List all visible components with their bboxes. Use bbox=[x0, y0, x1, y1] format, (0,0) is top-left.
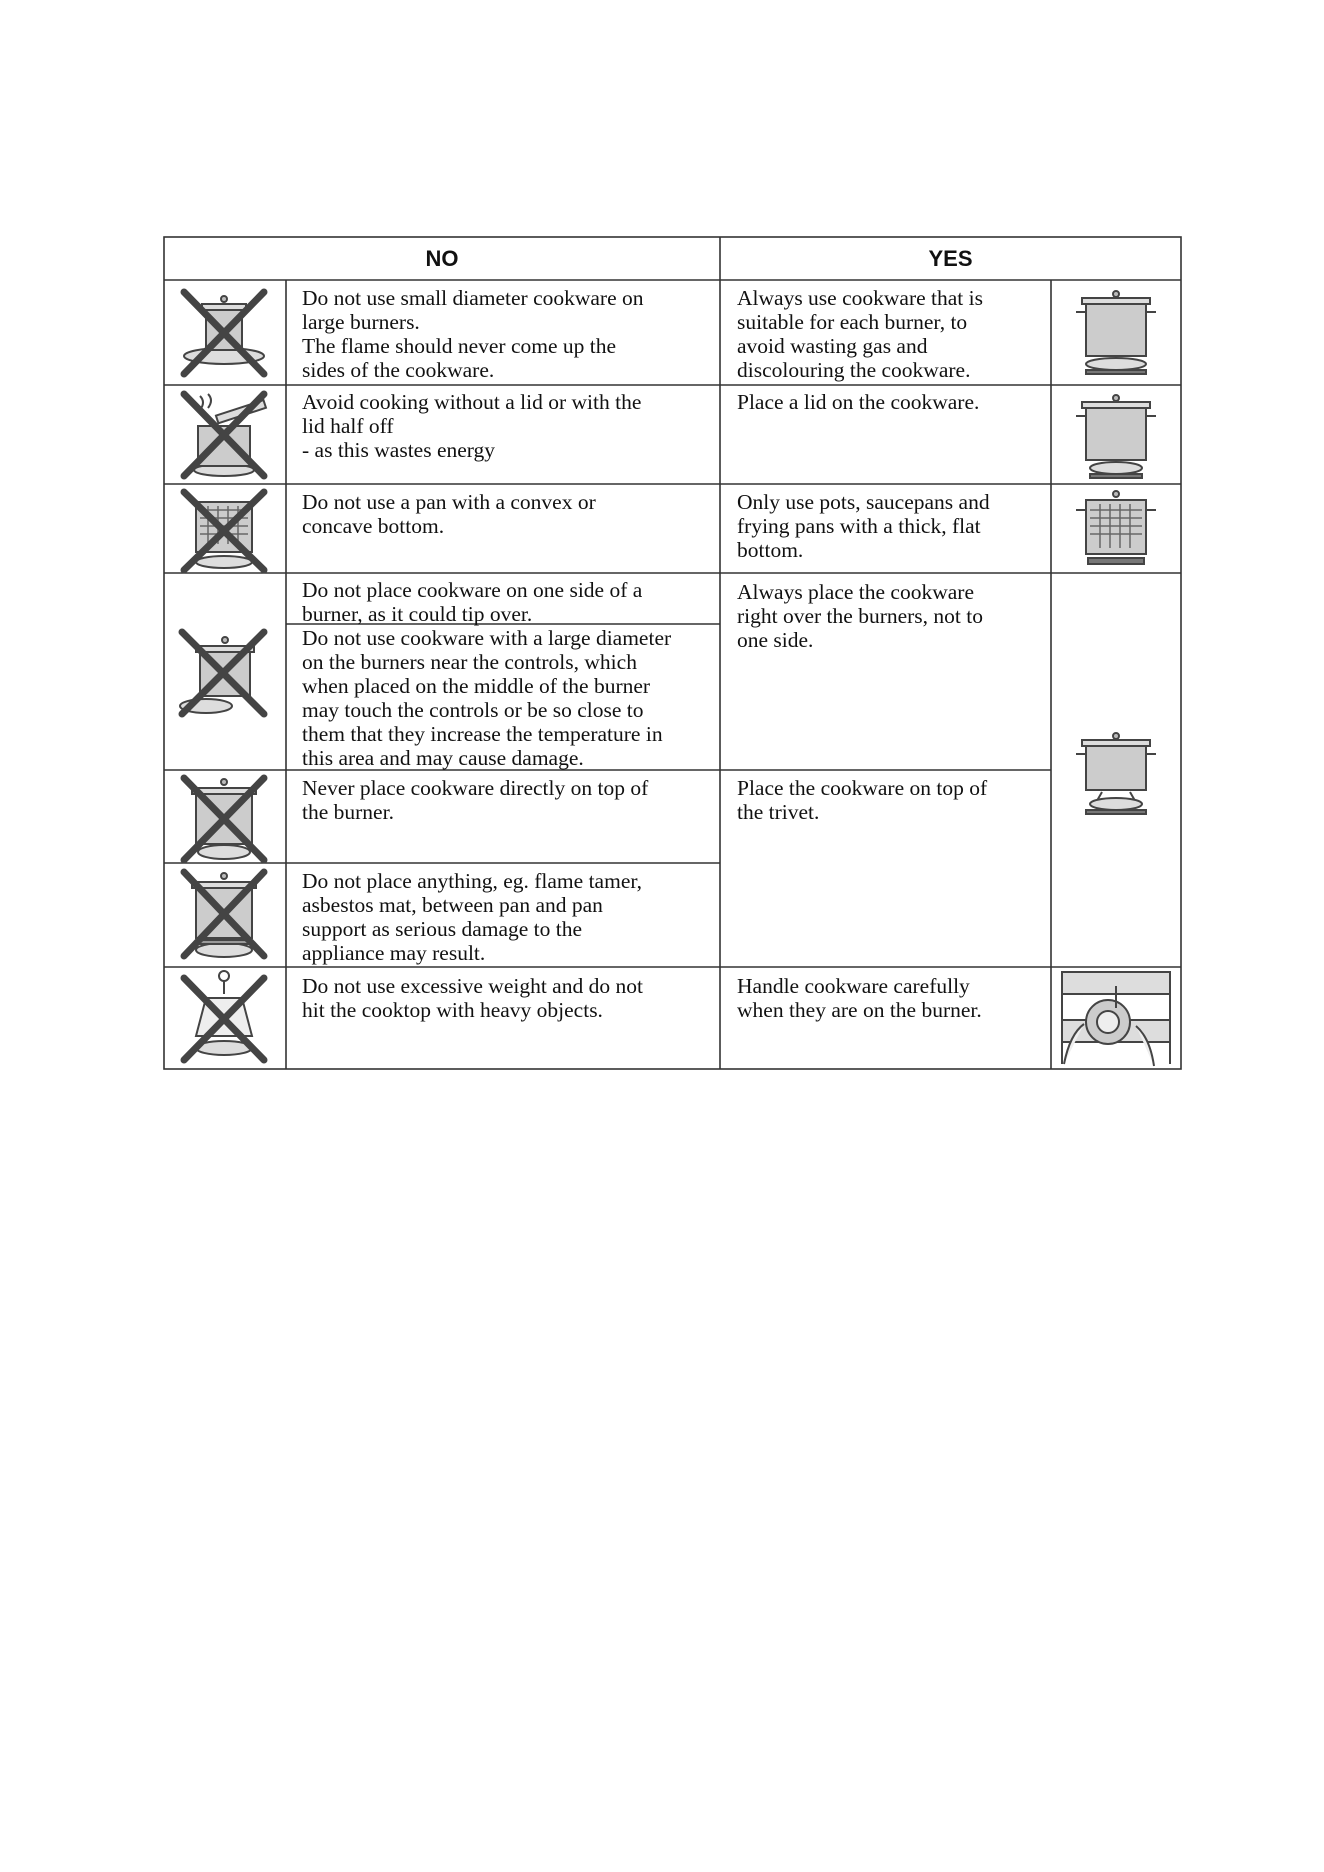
no-text-small-diameter: Do not use small diameter cookware on large burners. The flame should never come up the sides of the cookware. bbox=[302, 286, 644, 382]
no-text-flame-tamer: Do not place anything, eg. flame tamer, asbestos mat, between pan and pan support as serious damage to the appliance may result. bbox=[302, 869, 643, 965]
pot-on-burner-icon bbox=[1068, 286, 1164, 380]
no-text-directly-on-burner: Never place cookware directly on top of the burner. bbox=[302, 776, 649, 824]
no-column-header: NO bbox=[425, 246, 459, 271]
crossed-small-pot-on-large-burner-icon bbox=[178, 286, 270, 380]
no-text-one-side: Do not place cookware on one side of a burner, as it could tip over. bbox=[302, 578, 643, 626]
pot-on-trivet-icon bbox=[1068, 728, 1164, 818]
crossed-pan-convex-bottom-icon bbox=[178, 488, 270, 574]
crossed-pot-with-lid-half-off-icon bbox=[178, 388, 270, 482]
no-text-large-diameter-controls: Do not use cookware with a large diameter on the burners near the controls, which when placed on the middle of the burner may touch the controls or be so close to them that they increase the temperature in this area and may cause damage. bbox=[302, 626, 672, 770]
hands-handling-cookware-icon bbox=[1054, 968, 1178, 1068]
crossed-pot-off-center-icon bbox=[176, 624, 272, 720]
yes-text-on-trivet: Place the cookware on top of the trivet. bbox=[737, 776, 988, 824]
yes-text-place-lid: Place a lid on the cookware. bbox=[737, 390, 980, 414]
pot-with-lid-icon bbox=[1068, 390, 1164, 484]
flat-bottom-pan-icon bbox=[1068, 488, 1164, 574]
yes-text-handle-carefully: Handle cookware carefully when they are on the burner. bbox=[737, 974, 982, 1022]
no-text-excessive-weight: Do not use excessive weight and do not hit the cooktop with heavy objects. bbox=[302, 974, 643, 1022]
no-text-lid-off: Avoid cooking without a lid or with the lid half off - as this wastes energy bbox=[302, 390, 642, 462]
crossed-pot-directly-on-burner-icon bbox=[178, 772, 270, 866]
yes-text-suitable-cookware: Always use cookware that is suitable for each burner, to avoid wasting gas and discolouring the cookware. bbox=[737, 286, 983, 382]
crossed-heavy-weight-on-cooktop-icon bbox=[178, 968, 270, 1064]
yes-text-center-over-burner: Always place the cookware right over the burners, not to one side. bbox=[737, 580, 984, 652]
yes-text-flat-bottom: Only use pots, saucepans and frying pans with a thick, flat bottom. bbox=[737, 490, 990, 562]
crossed-pot-on-flame-tamer-icon bbox=[178, 866, 270, 962]
no-text-convex-bottom: Do not use a pan with a convex or concave bottom. bbox=[302, 490, 596, 538]
yes-column-header: YES bbox=[928, 246, 973, 271]
